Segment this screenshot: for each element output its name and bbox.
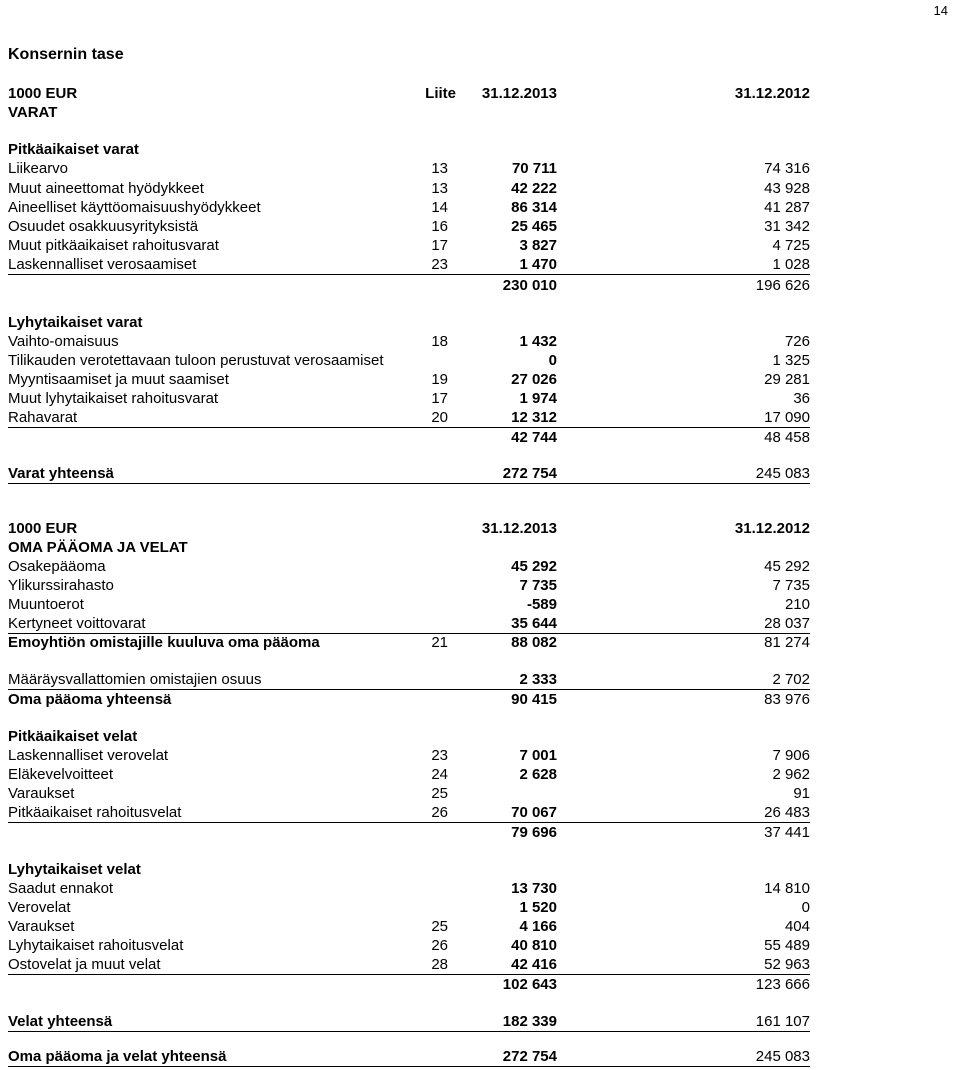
row-label: Varat yhteensä: [8, 465, 114, 482]
subtotal-2013: 79 696: [511, 824, 557, 841]
row-value-2012: 0: [801, 899, 810, 916]
row-label: Vaihto-omaisuus: [8, 333, 119, 350]
subtotal-2012: 123 666: [755, 976, 810, 993]
table-row: [8, 159, 810, 178]
row-note: 13: [431, 180, 448, 197]
current-liabilities-heading: Lyhytaikaiset velat: [8, 861, 141, 878]
current-assets-heading: Lyhytaikaiset varat: [8, 314, 143, 331]
liabilities-total-row: [8, 1012, 810, 1032]
row-note: 23: [431, 256, 448, 273]
page-number: 14: [933, 3, 948, 18]
row-note: 28: [431, 956, 448, 973]
row-label: Ostovelat ja muut velat: [8, 956, 161, 973]
table-row: [8, 236, 810, 255]
row-value-2012: 83 976: [764, 691, 810, 708]
row-note: 26: [431, 804, 448, 821]
row-label: Emoyhtiön omistajille kuuluva oma pääoma: [8, 634, 320, 651]
row-label: Laskennalliset verovelat: [8, 747, 169, 764]
subtotal-row: [8, 276, 810, 295]
row-label: Pitkäaikaiset rahoitusvelat: [8, 804, 182, 821]
row-label: Ylikurssirahasto: [8, 577, 114, 594]
row-value-2013: 90 415: [511, 691, 557, 708]
row-note: 19: [431, 371, 448, 388]
parent-equity-row: [8, 633, 810, 652]
row-value-2013: 40 810: [511, 937, 557, 954]
row-value-2012: 26 483: [764, 804, 810, 821]
total-2013: 272 754: [502, 465, 557, 482]
subtotal-2013: 42 744: [511, 429, 557, 446]
row-value-2012: 52 963: [764, 956, 810, 973]
col2-header: 31.12.2012: [734, 85, 810, 102]
table-row: [8, 936, 810, 955]
row-label: Kertyneet voittovarat: [8, 615, 146, 632]
row-value-2012: 2 702: [772, 671, 810, 688]
table-row: [8, 179, 810, 198]
table-row: [8, 746, 810, 765]
table-row: [8, 576, 810, 595]
col1-header: 31.12.2013: [481, 520, 557, 537]
row-value-2013: 42 222: [511, 180, 557, 197]
row-label: Myyntisaamiset ja muut saamiset: [8, 371, 229, 388]
subtotal-2013: 102 643: [502, 976, 557, 993]
row-label: Oma pääoma yhteensä: [8, 691, 172, 708]
row-value-2013: 13 730: [511, 880, 557, 897]
assets-total-row: [8, 464, 810, 484]
row-value-2012: 7 735: [772, 577, 810, 594]
table-row: [8, 784, 810, 803]
row-value-2013: 88 082: [511, 634, 557, 651]
col1-header: 31.12.2013: [481, 85, 557, 102]
table-row: [8, 595, 810, 614]
subtotal-2012: 196 626: [755, 277, 810, 294]
unit-label: 1000 EUR: [8, 85, 78, 102]
row-note: 20: [431, 409, 448, 426]
table-row: [8, 332, 810, 351]
equity-total-row: [8, 690, 810, 709]
row-label: Varaukset: [8, 918, 75, 935]
row-label: Tilikauden verotettavaan tuloon perustuvat verosaamiset: [8, 352, 384, 369]
subtotal-row: [8, 975, 810, 994]
row-value-2013: 42 416: [511, 956, 557, 973]
grand-total-row: [8, 1047, 810, 1067]
row-value-2013: 70 711: [511, 160, 557, 177]
row-label: Laskennalliset verosaamiset: [8, 256, 197, 273]
table-row: [8, 614, 810, 634]
row-value-2013: 1 470: [519, 256, 557, 273]
row-note: 14: [431, 199, 448, 216]
row-note: 13: [431, 160, 448, 177]
noncurrent-liabilities-heading: Pitkäaikaiset velat: [8, 728, 138, 745]
subtotal-2013: 230 010: [502, 277, 557, 294]
liabilities-header-row: [8, 519, 810, 538]
minority-row: [8, 670, 810, 690]
row-label: Osuudet osakkuusyrityksistä: [8, 218, 199, 235]
row-value-2012: 55 489: [764, 937, 810, 954]
row-label: Varaukset: [8, 785, 75, 802]
row-value-2012: 210: [784, 596, 810, 613]
row-value-2013: 7 735: [519, 577, 557, 594]
table-row: [8, 351, 810, 370]
row-value-2012: 726: [784, 333, 810, 350]
table-row: [8, 898, 810, 917]
row-value-2012: 4 725: [772, 237, 810, 254]
table-row: [8, 955, 810, 975]
row-note: 24: [431, 766, 448, 783]
total-2013: 182 339: [502, 1013, 557, 1030]
row-label: Oma pääoma ja velat yhteensä: [8, 1048, 227, 1065]
subtotal-row: [8, 428, 810, 447]
row-value-2012: 45 292: [764, 558, 810, 575]
table-row: [8, 803, 810, 823]
row-value-2012: 404: [784, 918, 810, 935]
noncurrent-assets-heading: Pitkäaikaiset varat: [8, 141, 139, 158]
row-value-2012: 2 962: [772, 766, 810, 783]
row-value-2013: 4 166: [519, 918, 557, 935]
row-value-2012: 14 810: [764, 880, 810, 897]
row-value-2012: 28 037: [764, 615, 810, 632]
row-label: Muut pitkäaikaiset rahoitusvarat: [8, 237, 219, 254]
total-2012: 245 083: [755, 1048, 810, 1065]
row-value-2013: 2 333: [519, 671, 557, 688]
row-value-2013: 45 292: [511, 558, 557, 575]
row-label: Saadut ennakot: [8, 880, 114, 897]
assets-header-row: [8, 84, 810, 103]
row-value-2012: 17 090: [764, 409, 810, 426]
table-row: [8, 557, 810, 576]
row-value-2012: 81 274: [764, 634, 810, 651]
row-value-2013: 35 644: [511, 615, 557, 632]
col2-header: 31.12.2012: [734, 520, 810, 537]
table-row: [8, 765, 810, 784]
row-value-2012: 91: [793, 785, 810, 802]
row-label: Muut aineettomat hyödykkeet: [8, 180, 204, 197]
table-row: [8, 917, 810, 936]
table-row: [8, 198, 810, 217]
row-value-2013: 3 827: [519, 237, 557, 254]
row-label: Muut lyhytaikaiset rahoitusvarat: [8, 390, 219, 407]
row-value-2013: 1 432: [519, 333, 557, 350]
row-note: 25: [431, 918, 448, 935]
row-note: 17: [431, 237, 448, 254]
row-label: Verovelat: [8, 899, 71, 916]
row-note: 18: [431, 333, 448, 350]
total-2013: 272 754: [502, 1048, 557, 1065]
table-row: [8, 879, 810, 898]
row-value-2012: 29 281: [764, 371, 810, 388]
row-value-2013: 70 067: [511, 804, 557, 821]
assets-section-title: VARAT: [8, 104, 58, 121]
table-row: [8, 408, 810, 428]
row-value-2013: 0: [548, 352, 557, 369]
row-label: Eläkevelvoitteet: [8, 766, 114, 783]
row-note: 21: [431, 634, 448, 651]
row-value-2013: -589: [526, 596, 557, 613]
row-value-2013: 1 974: [519, 390, 557, 407]
row-label: Osakepääoma: [8, 558, 106, 575]
table-row: [8, 217, 810, 236]
row-note: 26: [431, 937, 448, 954]
row-value-2012: 41 287: [764, 199, 810, 216]
row-value-2012: 36: [793, 390, 810, 407]
row-note: 25: [431, 785, 448, 802]
row-note: 23: [431, 747, 448, 764]
row-label: Määräysvallattomien omistajien osuus: [8, 671, 262, 688]
subtotal-row: [8, 823, 810, 842]
subtotal-2012: 48 458: [764, 429, 810, 446]
row-value-2013: 86 314: [511, 199, 557, 216]
row-value-2012: 74 316: [764, 160, 810, 177]
row-label: Lyhytaikaiset rahoitusvelat: [8, 937, 184, 954]
unit-label: 1000 EUR: [8, 520, 78, 537]
row-value-2013: 12 312: [511, 409, 557, 426]
row-label: Velat yhteensä: [8, 1013, 113, 1030]
total-2012: 245 083: [755, 465, 810, 482]
total-2012: 161 107: [755, 1013, 810, 1030]
row-label: Aineelliset käyttöomaisuushyödykkeet: [8, 199, 261, 216]
equity-liabilities-section-title: OMA PÄÄOMA JA VELAT: [8, 539, 188, 556]
row-value-2012: 31 342: [764, 218, 810, 235]
row-value-2012: 7 906: [772, 747, 810, 764]
page-title: Konsernin tase: [8, 46, 124, 63]
row-value-2013: 25 465: [511, 218, 557, 235]
table-row: [8, 370, 810, 389]
table-row: [8, 255, 810, 275]
row-label: Rahavarat: [8, 409, 78, 426]
row-value-2012: 1 325: [772, 352, 810, 369]
row-value-2013: 1 520: [519, 899, 557, 916]
subtotal-2012: 37 441: [764, 824, 810, 841]
row-label: Liikearvo: [8, 160, 69, 177]
row-note: 16: [431, 218, 448, 235]
row-note: 17: [431, 390, 448, 407]
row-value-2013: 2 628: [519, 766, 557, 783]
note-header: Liite: [425, 85, 456, 102]
row-label: Muuntoerot: [8, 596, 84, 613]
row-value-2013: 27 026: [511, 371, 557, 388]
table-row: [8, 389, 810, 408]
row-value-2013: 7 001: [519, 747, 557, 764]
row-value-2012: 1 028: [772, 256, 810, 273]
row-value-2012: 43 928: [764, 180, 810, 197]
